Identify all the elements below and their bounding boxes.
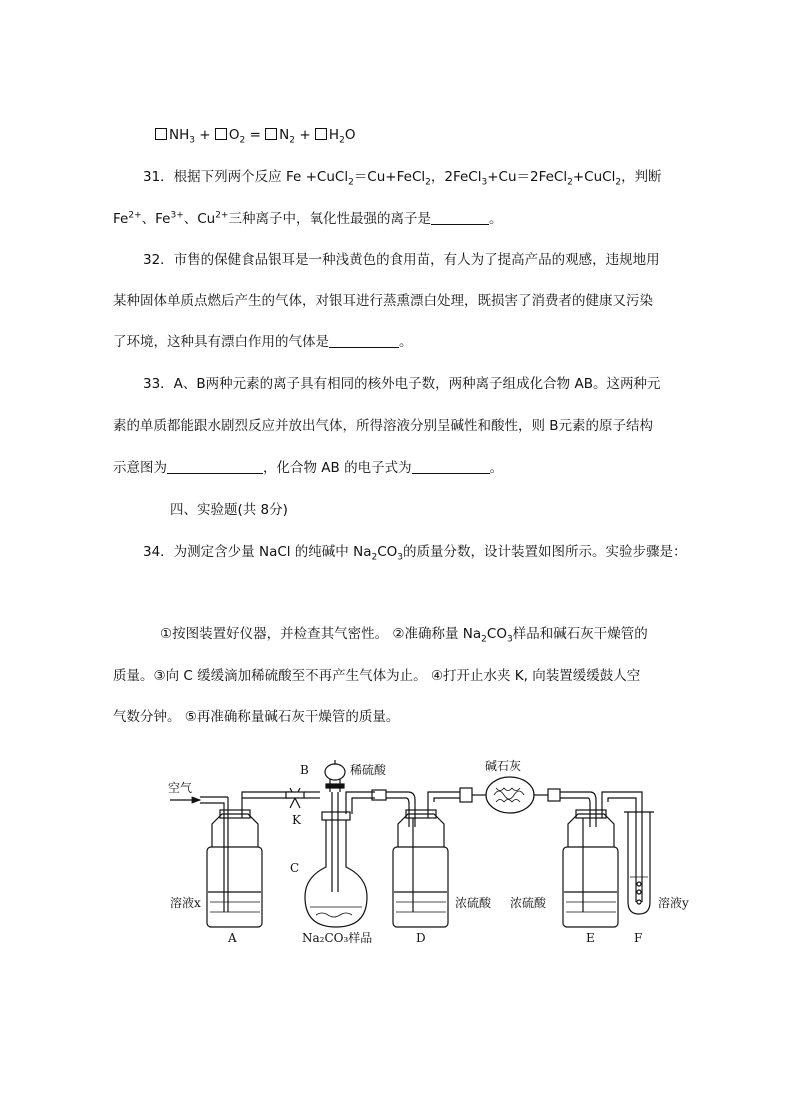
q32-line1: 32．市售的保健食品银耳是一种浅黄色的食用苗，有人为了提高产品的观感，违规地用 <box>143 252 660 268</box>
label-D: D <box>416 931 426 945</box>
label-air: 空气 <box>168 781 193 795</box>
drying-tube <box>460 777 560 813</box>
clamp-K <box>286 788 304 808</box>
q32-line2: 某种固体单质点燃后产生的气体，对银耳进行蒸熏漂白处理，既损害了消费者的健康又污染 <box>113 293 653 309</box>
label-A: A <box>228 931 237 945</box>
q34-step-line1: ①按图装置好仪器，并检查其气密性。 ②准确称量 $Na_2CO_3$样品和碱石灰干燥管的 <box>160 626 648 645</box>
q31-line1: 31．根据下列两个反应 Fe +CuCl$_2$＝Cu+FeCl$_2$，2FeCl$_3$+Cu＝2FeCl$_2$+CuCl$_2$，判断 <box>143 169 662 188</box>
label-K: K <box>292 813 301 827</box>
q34-step-line3: 气数分钟。 ⑤再准确称量碱石灰干燥管的质量。 <box>113 709 400 725</box>
bottle-D <box>393 802 448 927</box>
answer-blank[interactable] <box>329 333 399 348</box>
label-sample: Na₂CO₃样品 <box>302 931 373 945</box>
flask-C <box>305 792 367 927</box>
blank-box[interactable] <box>155 128 167 140</box>
test-tube-F <box>624 812 654 914</box>
answer-blank[interactable] <box>412 459 490 474</box>
blank-box[interactable] <box>315 128 327 140</box>
q33-line1: 33．A、B两种元素的离子具有相同的核外电子数，两种离子组成化合物 AB。这两种元 <box>143 376 661 392</box>
apparatus-diagram <box>150 752 710 952</box>
label-conc-acid-D: 浓硫酸 <box>455 896 492 910</box>
q31-line2: $Fe^{2+}$、$Fe^{3+}$、$Cu^{2+}$三种离子中，氧化性最强的离子是 。 <box>113 210 503 227</box>
q33-line3: 示意图为 ，化合物 AB 的电子式为 。 <box>113 460 504 476</box>
answer-blank[interactable] <box>431 210 489 225</box>
bottle-A <box>200 792 290 927</box>
funnel-B <box>325 760 345 792</box>
blank-box[interactable] <box>215 128 227 140</box>
label-dilute-acid: 稀硫酸 <box>350 763 387 777</box>
q34-step-line2: 质量。③向 C 缓缓滴加稀硫酸至不再产生气体为止。 ④打开止水夹 K, 向装置缓缓鼓人空 <box>113 668 641 684</box>
label-B: B <box>300 763 309 777</box>
section-heading: 四、实验题(共 8分) <box>170 502 288 518</box>
answer-blank[interactable] <box>167 459 263 474</box>
q32-line3: 了环境，这种具有漂白作用的气体是 。 <box>113 334 413 350</box>
q34-line1: 34．为测定含少量 NaCl 的纯碱中 $Na_2CO_3$的质量分数，设计装置如图所示。实验步骤是： <box>143 544 687 563</box>
label-C: C <box>290 861 300 875</box>
label-solution-y: 溶液y <box>658 896 689 910</box>
label-solution-x: 溶液x <box>170 896 201 910</box>
blank-box[interactable] <box>265 128 277 140</box>
q33-line2: 素的单质都能跟水剧烈反应并放出气体，所得溶液分别呈碱性和酸性，则 B元素的原子结构 <box>113 418 654 434</box>
label-soda-lime: 碱石灰 <box>485 759 522 773</box>
label-E: E <box>586 931 595 945</box>
label-F: F <box>634 931 643 945</box>
label-conc-acid-E: 浓硫酸 <box>510 896 547 910</box>
equation-line: $NH_3 + O_2 = N_2 + H_2O$ <box>155 125 355 145</box>
